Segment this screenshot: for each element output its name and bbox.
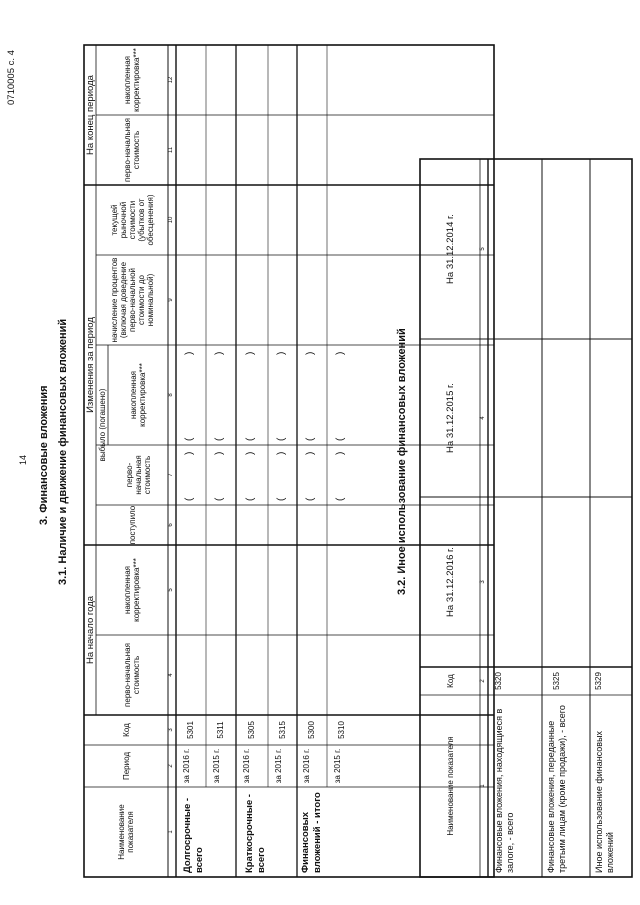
t2-colnum: 5: [480, 247, 486, 251]
t1-colnum: 10: [168, 216, 174, 224]
t1-row-code: 5301: [186, 721, 195, 739]
t1-header-disposed: выбыло (погашено): [97, 388, 107, 462]
t1-header-start-acc: накопленная корректировка***: [123, 558, 141, 622]
page-number: 14: [18, 454, 28, 465]
t1-row-name: Краткосрочные - всего: [244, 794, 267, 873]
bracket-open: (: [184, 497, 195, 501]
t2-header-2014: На 31.12.2014 г.: [444, 214, 456, 284]
bracket-open: (: [305, 497, 316, 501]
t2-row-code: 5325: [552, 672, 561, 690]
t2-row-code: 5329: [594, 672, 603, 690]
t1-colnum: 11: [168, 146, 174, 154]
t1-colnum: 2: [168, 764, 174, 768]
t2-row-name: Финансовые вложения, переданные третьим лицам (кроме продажи), - всего: [546, 705, 567, 873]
t1-header-end: На конец периода: [84, 75, 96, 155]
t1-row-code: 5300: [307, 721, 316, 739]
t1-header-disposed-acc: накопленная корректировка***: [129, 363, 147, 427]
t1-header-received: поступило: [127, 505, 137, 545]
bracket-open: (: [276, 437, 287, 441]
bracket-close: ): [335, 451, 346, 455]
t1-colnum: 4: [168, 673, 174, 677]
bracket-open: (: [245, 437, 256, 441]
t1-row-name: Финансовых вложений - итого: [300, 792, 323, 873]
t2-row-name: Финансовые вложения, находящиеся в залоге, - всего: [494, 708, 515, 873]
t1-row-period: за 2016 г.: [242, 748, 251, 784]
form-code: 0710005 с. 4: [6, 50, 17, 105]
t1-row-period: за 2015 г.: [274, 748, 283, 784]
bracket-open: (: [245, 497, 256, 501]
t1-colnum: 1: [168, 830, 174, 834]
bracket-close: ): [276, 351, 287, 355]
bracket-close: ): [335, 351, 346, 355]
bracket-open: (: [335, 497, 346, 501]
t1-row-period: за 2015 г.: [212, 748, 221, 784]
bracket-open: (: [184, 437, 195, 441]
bracket-close: ): [245, 351, 256, 355]
t1-colnum: 7: [168, 473, 174, 477]
t1-colnum: 9: [168, 298, 174, 302]
t1-colnum: 12: [168, 76, 174, 84]
t1-header-market: текущей рыночной стоимости (убытков от обесценения): [109, 194, 155, 246]
t1-header-interest: начисление процентов (включая доведение перво-начальной стоимости до номинальной): [109, 257, 155, 343]
t1-row-code: 5310: [337, 721, 346, 739]
t1-header-start: На начало года: [84, 595, 96, 665]
t1-header-end-initial: перво-начальная стоимость: [123, 118, 141, 182]
t2-colnum: 2: [480, 679, 486, 683]
t2-header-name: Наименование показателя: [445, 736, 455, 836]
bracket-open: (: [214, 497, 225, 501]
t1-header-name: Наименование показателя: [117, 804, 135, 860]
t2-colnum: 1: [480, 784, 486, 788]
t1-header-start-initial: перво-начальная стоимость: [123, 643, 141, 707]
t1-row-period: за 2016 г.: [302, 748, 311, 784]
bracket-close: ): [214, 351, 225, 355]
bracket-open: (: [305, 437, 316, 441]
t1-colnum: 8: [168, 393, 174, 397]
bracket-close: ): [276, 451, 287, 455]
t1-header-disposed-initial: перво-начальная стоимость: [124, 455, 152, 495]
t1-colnum: 5: [168, 588, 174, 592]
t2-colnum: 3: [480, 580, 486, 584]
bracket-open: (: [214, 437, 225, 441]
t2-colnum: 4: [480, 416, 486, 420]
bracket-close: ): [214, 451, 225, 455]
t1-colnum: 3: [168, 728, 174, 732]
section-title: 3. Финансовые вложения: [38, 385, 50, 525]
t1-row-period: за 2015 г.: [333, 748, 342, 784]
t1-header-code: Код: [121, 723, 131, 737]
t1-header-end-acc: накопленная корректировка***: [123, 48, 141, 112]
bracket-open: (: [335, 437, 346, 441]
bracket-close: ): [184, 351, 195, 355]
t2-header-code: Код: [445, 674, 455, 688]
t2-header-2016: На 31.12.2016 г.: [444, 547, 456, 617]
bracket-open: (: [276, 497, 287, 501]
t2-row-code: 5320: [494, 672, 503, 690]
bracket-close: ): [305, 451, 316, 455]
bracket-close: ): [245, 451, 256, 455]
table1-title: 3.1. Наличие и движение финансовых вложений: [57, 318, 69, 585]
t2-header-2015: На 31.12.2015 г.: [444, 383, 456, 453]
t1-header-changes: Изменения за период: [84, 317, 96, 413]
t1-row-name: Долгосрочные - всего: [182, 797, 205, 873]
t1-row-code: 5305: [247, 721, 256, 739]
t1-row-code: 5311: [216, 721, 225, 739]
bracket-close: ): [184, 451, 195, 455]
t2-row-name: Иное использование финансовых вложений: [594, 730, 615, 873]
t1-row-code: 5315: [278, 721, 287, 739]
t1-row-period: за 2016 г.: [182, 748, 191, 784]
table2-title: 3.2. Иное использование финансовых вложений: [396, 328, 408, 595]
bracket-close: ): [305, 351, 316, 355]
t1-header-period: Период: [121, 751, 131, 781]
t1-colnum: 6: [168, 523, 174, 527]
